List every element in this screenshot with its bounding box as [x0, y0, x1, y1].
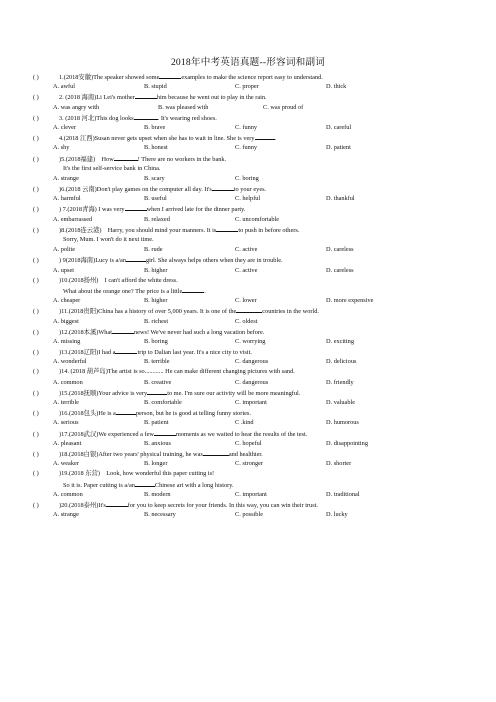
question-text: him because he went out to play in the rain.	[156, 94, 267, 102]
question-text: )14. (2018 葫芦岛)The artist is so............ He can make different changing pictures with sand.	[59, 368, 295, 376]
question-stem	[33, 92, 473, 102]
answer-option: B. terrible	[144, 358, 170, 366]
question-stem	[33, 276, 473, 286]
answer-blank	[212, 184, 234, 191]
question-text: and healthier.	[228, 450, 263, 458]
question-list	[33, 72, 473, 520]
dialogue-text: Sorry, Mum. I won't do it next time.	[63, 236, 154, 243]
question-text: girl. She always helps others when they are in trouble.	[145, 257, 283, 265]
question-stem	[33, 72, 473, 82]
answer-option: A. missing	[53, 337, 81, 345]
question-stem	[33, 133, 473, 143]
answer-option: B. patient	[144, 419, 169, 427]
question-item	[33, 388, 473, 408]
answer-parentheses: ( )	[33, 276, 39, 284]
answer-options	[33, 510, 473, 520]
answer-option: C. important	[235, 399, 267, 406]
question-item	[33, 72, 473, 92]
answer-options	[33, 215, 473, 225]
answer-option: A. biggest	[53, 317, 79, 325]
answer-blank	[216, 225, 238, 232]
answer-options	[33, 296, 473, 306]
answer-parentheses: ( )	[33, 135, 39, 143]
question-text: ) 9(2018海南)Lucy is a/an	[59, 257, 126, 265]
answer-blank	[116, 408, 136, 415]
answer-option: A. weaker	[53, 460, 79, 468]
answer-parentheses: ( )	[33, 114, 39, 122]
answer-options	[33, 337, 473, 347]
question-text: trip to Dalian last year. It's a nice city to visit.	[137, 349, 252, 357]
answer-option: C. funny	[235, 123, 258, 131]
answer-option: B. necessary	[144, 511, 176, 519]
answer-option: B. rude	[144, 246, 163, 254]
question-text: )11.(2018贵阳)China has a history of over 5,000 years. It is one of the	[59, 308, 237, 316]
answer-blank	[135, 480, 155, 487]
question-dialogue-line	[33, 480, 473, 490]
question-text: . It's wearing red shoes.	[157, 114, 217, 122]
question-item	[33, 133, 473, 153]
answer-options	[33, 357, 473, 367]
question-text: ) 7.(2018青海) I was very	[59, 206, 125, 214]
question-text: news! We've never had such a long vacation before.	[134, 328, 265, 336]
answer-option: C. important	[235, 490, 267, 498]
question-text: to me. I'm sure our activity will be more meaningful.	[167, 389, 301, 397]
answer-option: A. common	[53, 378, 83, 386]
answer-option: D. lucky	[326, 511, 348, 519]
answer-option: A. common	[53, 490, 83, 498]
answer-option: B. richest	[144, 317, 169, 325]
answer-option: B. brave	[144, 123, 166, 131]
question-text: to your eyes.	[233, 186, 267, 194]
answer-option: C .kind	[235, 419, 254, 427]
question-item	[33, 255, 473, 275]
question-text: )13.(2018辽阳)I had a	[59, 349, 116, 357]
dialogue-text: So it is. Paper cutting is a/an	[63, 481, 135, 489]
question-item	[33, 469, 473, 500]
question-item	[33, 276, 473, 307]
question-text: )12.(2018本溪)What	[59, 328, 112, 336]
question-stem	[33, 225, 473, 235]
answer-parentheses: ( )	[33, 430, 39, 438]
answer-option: D. patient	[326, 144, 351, 152]
question-item	[33, 347, 473, 367]
question-text: )16.(2018包头)He is a	[59, 410, 116, 418]
question-text: )5.(2018福建) How	[59, 155, 114, 163]
dialogue-text: It's the first self-service bank in China.	[63, 164, 161, 172]
answer-options	[33, 245, 473, 255]
answer-blank	[135, 92, 157, 99]
answer-blank	[159, 72, 181, 79]
answer-option: C. boring	[235, 174, 259, 182]
answer-option: C. lower	[235, 297, 257, 305]
answer-options	[33, 174, 473, 184]
question-text: countries in the world.	[262, 308, 319, 316]
answer-blank	[115, 347, 137, 354]
answer-option: A. embarrassed	[53, 215, 93, 223]
question-text: moments as we waited to hear the results of the test.	[175, 430, 308, 438]
answer-options	[33, 398, 473, 408]
answer-option: B. higher	[144, 266, 168, 274]
answer-option: D. thick	[326, 83, 347, 91]
question-stem	[33, 154, 473, 164]
question-dialogue-line	[33, 235, 473, 245]
question-item	[33, 306, 473, 326]
question-item	[33, 154, 473, 185]
question-item	[33, 429, 473, 449]
dialogue-text: What about the orange one? The price is a little	[63, 287, 183, 295]
answer-option: A. awful	[53, 83, 76, 91]
question-stem	[33, 388, 473, 398]
answer-option: D. exciting	[326, 337, 354, 345]
question-stem	[33, 500, 473, 510]
answer-option: A. pleasant	[53, 439, 82, 447]
question-text: to push in before others.	[238, 226, 300, 234]
answer-option: C. active	[235, 246, 258, 254]
answer-options	[33, 378, 473, 388]
answer-options	[33, 459, 473, 469]
question-stem	[33, 255, 473, 265]
question-item	[33, 500, 473, 520]
answer-blank	[112, 327, 134, 334]
question-item	[33, 92, 473, 112]
answer-option: D. friendly	[326, 378, 354, 386]
answer-option: C. dangerous	[235, 378, 269, 386]
question-dialogue-line	[33, 164, 473, 174]
answer-blank	[182, 286, 204, 293]
answer-parentheses: ( )	[33, 226, 39, 234]
answer-parentheses: ( )	[33, 308, 39, 316]
answer-option: B. stupid	[144, 83, 167, 91]
answer-options	[33, 490, 473, 500]
question-item	[33, 449, 473, 469]
answer-options	[33, 143, 473, 153]
dialogue-text: Chinese art with a long history.	[154, 481, 234, 489]
answer-option: B. longer	[144, 460, 168, 468]
answer-blank	[236, 306, 262, 313]
answer-option: A. wonderful	[53, 358, 87, 366]
answer-option: B. modern	[144, 490, 171, 498]
answer-blank	[125, 204, 147, 211]
answer-option: C. possible	[235, 511, 263, 519]
answer-blank	[114, 154, 138, 161]
answer-options	[33, 317, 473, 327]
question-stem	[33, 367, 473, 377]
question-stem	[33, 113, 473, 123]
answer-option: C. helpful	[235, 195, 261, 203]
question-text: 1.(2018安徽)The speaker showed some	[59, 74, 160, 81]
answer-option: C. stronger	[235, 460, 263, 468]
question-text: ! There are no workers in the bank.	[137, 155, 227, 163]
answer-option: B. comfortable	[144, 399, 182, 406]
answer-options	[33, 266, 473, 276]
question-text: )17.(2018武汉)We experienced a few	[59, 430, 154, 438]
answer-option: B. anxious	[144, 439, 171, 447]
answer-option: D. disappointing	[326, 439, 368, 447]
answer-options	[33, 103, 473, 113]
answer-option: A. was angry with	[53, 103, 100, 111]
answer-options	[33, 82, 473, 92]
question-text: )20.(2018泰州)It's	[59, 501, 106, 509]
answer-option: D. traditional	[326, 490, 360, 498]
answer-option: B. creative	[144, 378, 172, 386]
answer-parentheses: ( )	[33, 155, 39, 163]
page-title: 2018年中考英语真题--形容词和副词	[170, 57, 326, 68]
question-stem	[33, 204, 473, 214]
answer-option: A. harmful	[53, 195, 81, 203]
answer-parentheses: ( )	[33, 186, 39, 194]
question-item	[33, 204, 473, 224]
answer-option: D. careless	[326, 266, 354, 274]
question-text: for you to keep secrets for your friends. In this way, you can win their trust.	[127, 501, 318, 509]
answer-blank	[134, 113, 158, 120]
answer-option: A. strange	[53, 174, 79, 182]
answer-option: A. cheaper	[53, 297, 81, 305]
answer-parentheses: ( )	[33, 257, 39, 265]
answer-option: B. useful	[144, 195, 167, 203]
question-item	[33, 225, 473, 256]
answer-option: B. relaxed	[144, 215, 170, 223]
answer-option: D. more expensive	[326, 297, 374, 305]
answer-parentheses: ( )	[33, 74, 39, 81]
question-stem	[33, 429, 473, 439]
question-item	[33, 367, 473, 387]
answer-blank	[203, 449, 229, 456]
question-text: )19.(2018 东营) Look, how wonderful this paper cutting is!	[59, 470, 215, 478]
answer-options	[33, 194, 473, 204]
answer-blank	[106, 500, 128, 507]
answer-option: A. strange	[53, 511, 79, 519]
question-text: .	[274, 135, 277, 143]
answer-parentheses: ( )	[33, 501, 39, 509]
question-stem	[33, 347, 473, 357]
answer-parentheses: ( )	[33, 470, 39, 478]
question-dialogue-line	[33, 286, 473, 296]
answer-blank	[255, 133, 277, 143]
answer-blank	[154, 429, 176, 436]
question-text: 3. (2018 河北)This dog looks	[59, 114, 134, 122]
answer-option: B. honest	[144, 144, 168, 152]
answer-option: C. proper	[235, 83, 259, 91]
question-item	[33, 327, 473, 347]
question-stem	[33, 449, 473, 459]
answer-option: C. funny	[235, 144, 258, 152]
answer-option: A. polite	[53, 246, 76, 254]
dialogue-text: .	[204, 287, 206, 295]
question-text: )10.(2018扬州) I can't afford the white dress.	[59, 276, 178, 284]
answer-parentheses: ( )	[33, 94, 39, 102]
answer-parentheses: ( )	[33, 349, 39, 357]
question-text: 4.(2018 江西)Susan never gets upset when she has to wait in line. She is very	[59, 135, 255, 143]
question-text: )15.(2018抚顺)Your advice is very	[59, 389, 148, 397]
question-text: )8.(2018连云港) Harry, you should mind your manners. It is	[59, 226, 217, 234]
question-text: )6.(2018 云南)Don't play games on the computer all day. It's	[59, 186, 212, 194]
answer-option: D. shorter	[326, 460, 352, 468]
question-text: person, but he is good at telling funny stories.	[135, 410, 251, 418]
question-text: 2. (2018 海南)Li Lei's mother	[59, 94, 135, 102]
question-stem	[33, 327, 473, 337]
answer-option: C. uncomfortable	[235, 215, 280, 223]
answer-parentheses: ( )	[33, 206, 39, 214]
answer-options	[33, 123, 473, 133]
answer-option: B. boring	[144, 337, 168, 345]
answer-options	[33, 439, 473, 449]
question-text: )18.(2018白银)After two years' physical training, he was	[59, 450, 203, 458]
answer-option: D. valuable	[326, 399, 356, 406]
answer-parentheses: ( )	[33, 450, 39, 458]
answer-blank	[147, 388, 167, 395]
question-item	[33, 184, 473, 204]
answer-option: C. oldest	[235, 317, 258, 325]
question-stem	[33, 469, 473, 479]
answer-options	[33, 418, 473, 428]
question-text: examples to make the science report easy to understand.	[181, 74, 323, 81]
question-stem	[33, 408, 473, 418]
answer-parentheses: ( )	[33, 410, 39, 418]
answer-option: B. higher	[144, 297, 168, 305]
answer-blank	[126, 255, 146, 262]
question-stem	[33, 306, 473, 316]
answer-option: C. dangerous	[235, 358, 269, 366]
answer-option: C. worrying	[235, 337, 266, 345]
answer-option: A. upset	[53, 266, 74, 274]
answer-option: B. was pleased with	[158, 103, 209, 111]
answer-parentheses: ( )	[33, 389, 39, 397]
answer-option: D. careless	[326, 246, 354, 254]
answer-option: D. careful	[326, 123, 352, 131]
answer-option: C. hopeful	[235, 439, 262, 447]
answer-option: A. shy	[53, 144, 70, 152]
answer-option: A. serious	[53, 419, 79, 427]
answer-option: B. scary	[144, 174, 165, 182]
question-stem	[33, 184, 473, 194]
question-item	[33, 408, 473, 428]
answer-parentheses: ( )	[33, 368, 39, 376]
question-text: when I arrived late for the dinner party.	[146, 206, 246, 214]
answer-option: D. thankful	[326, 195, 355, 203]
answer-option: C. was proud of	[263, 103, 304, 111]
answer-parentheses: ( )	[33, 328, 39, 336]
answer-option: D. humorous	[326, 419, 359, 427]
answer-option: C. active	[235, 266, 258, 274]
question-item	[33, 113, 473, 133]
answer-option: A. terrible	[53, 399, 79, 406]
answer-option: A. clever	[53, 123, 77, 131]
answer-option: D. delicious	[326, 358, 357, 366]
